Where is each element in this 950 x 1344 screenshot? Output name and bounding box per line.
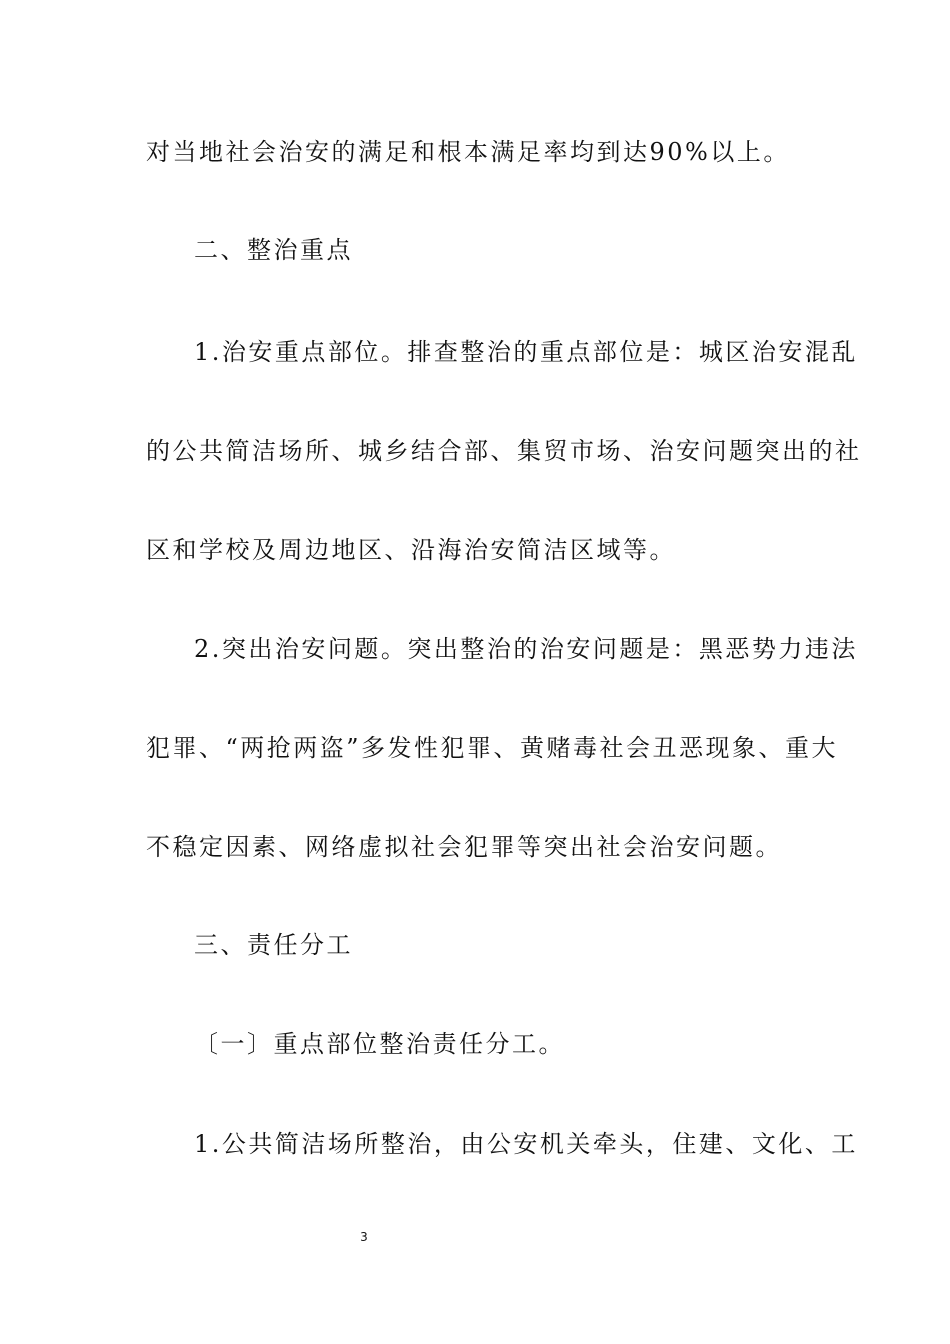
body-text-line: 2.突出治安问题。突出整治的治安问题是：黑恶势力违法 — [194, 635, 858, 663]
subsection-heading: 〔一〕重点部位整治责任分工。 — [194, 1030, 565, 1058]
body-text-line: 1.公共简洁场所整治，由公安机关牵头，住建、文化、工 — [194, 1130, 858, 1158]
body-text-line: 对当地社会治安的满足和根本满足率均到达90%以上。 — [146, 138, 790, 166]
section-heading: 二、整治重点 — [194, 236, 353, 264]
section-heading: 三、责任分工 — [194, 931, 353, 959]
body-text-line: 不稳定因素、网络虚拟社会犯罪等突出社会治安问题。 — [146, 833, 782, 861]
page-number: 3 — [360, 1230, 368, 1244]
body-text-line: 1.治安重点部位。排查整治的重点部位是：城区治安混乱 — [194, 338, 858, 366]
body-text-line: 的公共简洁场所、城乡结合部、集贸市场、治安问题突出的社 — [146, 437, 862, 465]
body-text-line: 犯罪、“两抢两盗”多发性犯罪、黄赌毒社会丑恶现象、重大 — [146, 734, 839, 762]
body-text-line: 区和学校及周边地区、沿海治安简洁区域等。 — [146, 536, 676, 564]
